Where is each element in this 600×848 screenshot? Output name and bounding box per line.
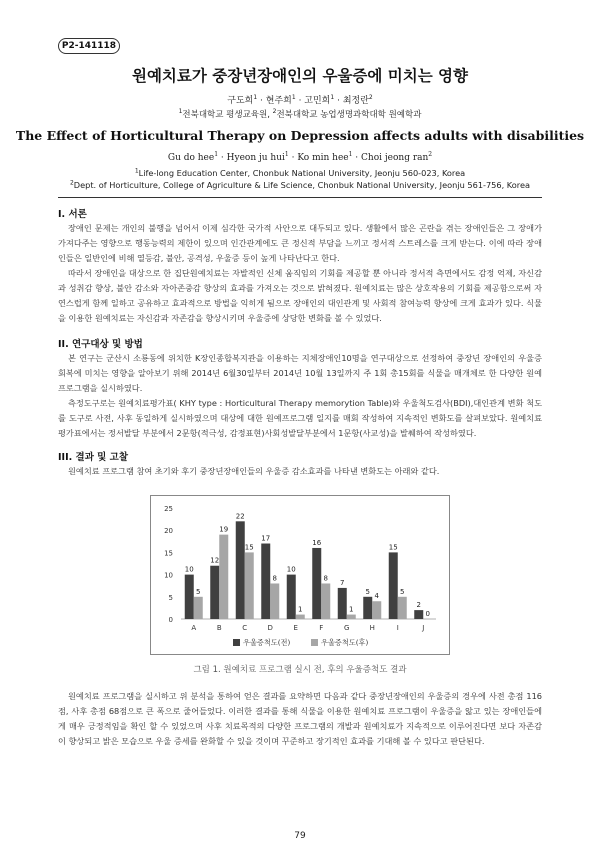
legend-swatch-1 [233,639,240,646]
author-en-2: Hyeon ju hui$^1$ [226,151,289,163]
bar-series-2 [194,597,203,619]
bar-series-1 [261,544,270,619]
y-tick-label: 10 [164,571,173,580]
author-en-4: Choi jeong ran$^2$ [361,151,433,163]
authors-english: Gu do hee$^1$ · Hyeon ju hui$^1$ · Ko min hee$^1$ · Choi jeong ran$^2$ [167,151,433,163]
data-label: 2 [416,601,421,610]
bar-series-2 [270,583,279,619]
author-en-1: Gu do hee$^1$ [167,151,219,163]
data-label: 15 [388,543,398,552]
paper-code-badge: P2-141118 [58,38,120,54]
bar-chart-svg [151,496,449,654]
data-label: 5 [365,587,370,596]
legend-swatch-2 [311,639,318,646]
bar-series-1 [363,597,372,619]
y-tick-label: 15 [164,549,173,558]
x-tick-label: B [216,624,222,632]
header-divider [58,197,542,198]
y-tick-label: 20 [164,527,173,536]
bar-series-2 [219,535,228,619]
y-tick-label: 25 [164,505,173,513]
y-tick-label: 5 [168,593,173,602]
bar-series-1 [414,610,423,619]
bar-series-1 [210,566,219,619]
bar-series-1 [287,575,296,619]
affiliation-korean: $^1$전북대학교 평생교육원, $^2$전북대학교 농업생명과학대학 원예학과 [178,108,422,120]
methods-paragraph-2: 측정도구로는 원예치료평가표( KHY type : Horticultural Therapy memorytion Table)와 우울척도검사(BDI),대인관계 변화 척도를 도구로 사전, 사후 동일하게 실시하였으며 대상에 대한 원예프로그램 일지를 매회 작성하여 지속적인 변화도를 살펴보았다. 원예치료평가표에서는 정서발달 부분에서 2문항(적극성, 감정표현)사회성발달부분에서 1문항(사교성)을 발췌하여 작성하였다. [58,398,542,438]
data-label: 5 [400,587,405,596]
figure-1-chart [150,495,450,655]
x-tick-label: J [422,624,425,632]
section-heading-results: III. 결과 및 고찰 [58,452,129,463]
x-tick-label: H [369,624,375,632]
data-label: 8 [272,574,277,583]
bar-series-1 [389,552,398,619]
page-number: 79 [294,831,306,841]
data-label: 5 [196,587,201,596]
results-paragraph-1: 원예치료 프로그램 참여 초기와 후기 중장년장애인들의 우울증 감소효과를 나타낸 변화도는 아래와 같다. [68,466,440,476]
affiliation-english-1: $^1$Life-long Education Center, Chonbuk National University, Jeonju 560-023, Korea [134,167,466,178]
bar-series-2 [245,552,254,619]
legend-label-2: 우울증척도(후) [321,638,369,647]
x-tick-label: D [267,624,273,632]
data-label: 15 [244,543,254,552]
x-tick-label: A [191,624,197,632]
data-label: 16 [312,538,322,547]
data-label: 4 [374,592,379,601]
bar-series-2 [398,597,407,619]
data-label: 10 [184,565,194,574]
bar-series-2 [347,615,356,619]
bar-series-2 [321,583,330,619]
author-en-3: Ko min hee$^1$ [297,151,353,163]
intro-paragraph-2: 따라서 장애인을 대상으로 한 집단원예치료는 자발적인 신체 움직임의 기회를 제공할 뿐 아니라 정서적 측면에서도 감정 억제, 자신감과 성취감 향상, 불안 감소와 자아존중감 향상의 효과를 가져오는 것으로 밝혀졌다. 원예치료는 많은 상호작용의 기회를 제공함으로써 자연스럽게 함께 일하고 공유하고 효과적으로 방법을 익히게 됨으로 장애인의 대인관계 및 사회적 참여능력 향상에 크게 효과가 있다. 식물을 이용한 원예치료는 자신감과 자존감을 향상시키며 우울증에 상당한 변화를 볼 수 있었다. [58,268,542,323]
bar-series-1 [312,548,321,619]
author-ko-1: 구도희$^1$ [227,94,258,106]
x-tick-label: G [344,624,350,632]
data-label: 8 [323,574,328,583]
bar-series-1 [185,575,194,619]
bar-series-1 [236,521,245,619]
y-tick-label: 0 [168,616,173,624]
figure-1-caption: 그림 1. 원예치료 프로그램 실시 전, 후의 우울증척도 결과 [193,665,407,675]
methods-paragraph-1: 본 연구는 군산시 소룡동에 위치한 K장인종합복지관을 이용하는 지체장애인10명을 연구대상으로 선정하여 중장년 장애인의 우울증회복에 미치는 영향을 알아보기 위해 2014년 6월30일부터 2014년 10월 13일까지 주 1회 총15회를 식물을 매개체로 한 다양한 원예프로그램을 실시하였다. [58,353,542,393]
data-label: 12 [210,556,220,565]
paper-title-english: The Effect of Horticultural Therapy on Depression affects adults with disabilities [15,128,585,143]
data-label: 1 [349,605,354,614]
bar-series-1 [338,588,347,619]
data-label: 22 [235,512,245,521]
x-tick-label: I [396,624,399,632]
bar-series-2 [372,601,381,619]
data-label: 17 [261,534,271,543]
section-heading-methods: II. 연구대상 및 방법 [58,339,143,350]
intro-paragraph-1: 장애인 문제는 개인의 불행을 넘어서 이제 심각한 국가적 사안으로 대두되고 있다. 생활에서 많은 곤란을 겪는 장애인들은 그 장애가 가져다주는 영향으로 행동능력의 제한이 있으며 인간관계에도 큰 정신적 부담을 느끼고 정서적 스트레스를 크게 받는다. 이에 따라 장애인들은 일반인에 비해 열등감, 불안, 공격성, 우울증 등이 높게 나타난다고 한다. [58,223,542,263]
bar-series-2 [296,615,305,619]
x-tick-label: E [293,624,298,632]
data-label: 19 [219,525,229,534]
author-ko-4: 최정란$^2$ [342,94,373,106]
x-tick-label: C [242,624,248,632]
author-ko-3: 고민희$^1$ [304,94,335,106]
author-ko-2: 현주희$^1$ [265,94,296,106]
paper-title-korean: 원예치료가 중장년장애인의 우울증에 미치는 영향 [131,67,469,85]
x-tick-label: F [319,624,324,632]
data-label: 0 [425,610,430,618]
affiliation-english-2: $^2$Dept. of Horticulture, College of Agriculture & Life Science, Chonbuk National University, Jeonju 561-756, Korea [69,179,531,190]
legend-label-1: 우울증척도(전) [243,638,291,647]
data-label: 10 [286,565,296,574]
results-paragraph-2: 원예치료 프로그램을 실시하고 위 분석을 통하여 얻은 결과를 요약하면 다음과 같다 중장년장애인의 우울증의 경우에 사전 총점 116점, 사후 총점 68점으로 큰 폭으로 줄어들었다. 이러한 결과를 통해 식물을 이용한 원예치료 프로그램이 우울증을 앓고 있는 장애인들에게 매우 긍정적임을 확인 할 수 있었으며 사후 치료목적의 다양한 프로그램의 개발과 원예치료가 지속적으로 이루어진다면 보다 자존감이 향상되고 밝은 모습으로 우울 증세를 완화할 수 있을 것이며 꾸준하고 장기적인 효과를 기대해 볼 수 있다고 판단된다. [58,691,542,746]
authors-korean: 구도희$^1$ · 현주희$^1$ · 고민희$^1$ · 최정란$^2$ [227,94,373,106]
data-label: 7 [340,578,345,587]
section-heading-intro: I. 서론 [58,209,87,220]
data-label: 1 [298,605,303,614]
